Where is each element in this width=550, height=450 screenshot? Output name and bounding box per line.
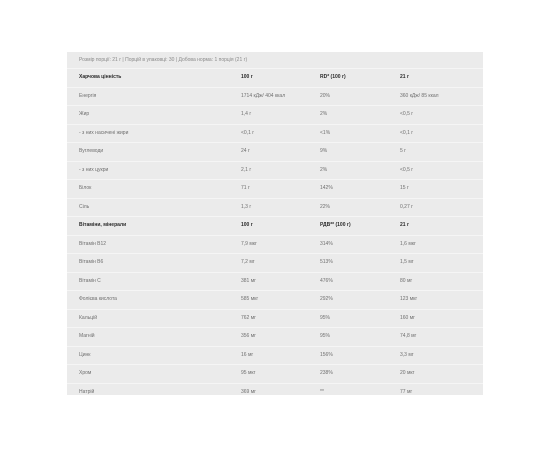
table-row [67, 383, 483, 402]
table-header-row [67, 216, 483, 235]
table-header-row [67, 68, 483, 87]
value-per-serving: 80 мг [400, 277, 413, 284]
table-row [67, 87, 483, 106]
value-per-serving: <0,1 г [400, 129, 414, 136]
nutrient-name: Цинк [79, 351, 91, 358]
nutrient-name: Енергія [79, 92, 97, 99]
nutrient-name: Жир [79, 111, 90, 117]
table-row [67, 327, 483, 346]
table-row [67, 346, 483, 365]
table-row [67, 142, 483, 161]
nutrient-name: - з них цукри [79, 166, 109, 173]
value-per-serving: 160 мг [400, 314, 415, 321]
value-per-100g: 1714 кДж/ 404 ккал [241, 92, 286, 99]
nutrient-name: Сіль [79, 203, 90, 210]
value-per-100g: 381 мг [241, 277, 256, 284]
value-per-serving: 77 мг [400, 388, 413, 395]
value-per-100g: 369 мг [241, 388, 256, 395]
value-per-serving: 0,27 г [400, 203, 413, 210]
value-per-100g: <0,1 г [241, 129, 255, 136]
value-per-100g: 1,3 г [241, 203, 252, 210]
nutrition-panel [67, 52, 483, 395]
daily-value-percent: 22% [320, 203, 331, 210]
value-per-serving: 1,5 мг [400, 259, 414, 265]
table-row [67, 364, 483, 383]
value-per-serving: 20 мкг [400, 370, 415, 376]
value-per-serving: 360 кДж/ 85 ккал [400, 92, 439, 99]
value-per-100g: 356 мг [241, 333, 256, 339]
table-row [67, 309, 483, 328]
nutrient-name: Кальцій [79, 314, 97, 321]
daily-value-percent: 156% [320, 351, 333, 358]
nutrient-name: Фолієва кислота [79, 296, 117, 302]
value-per-serving: <0,5 г [400, 166, 414, 173]
daily-value-percent: RD* (100 г) [320, 74, 346, 80]
table-row [67, 124, 483, 143]
daily-value-percent: 314% [320, 240, 333, 247]
daily-value-percent: 95% [320, 314, 331, 321]
value-per-100g: 1,4 г [241, 111, 252, 117]
daily-value-percent: 476% [320, 277, 333, 284]
value-per-serving: 123 мкг [400, 296, 418, 302]
table-row [67, 253, 483, 272]
value-per-serving: 3,3 мг [400, 351, 414, 358]
value-per-serving: 74,8 мг [400, 333, 417, 339]
value-per-serving: 15 г [400, 185, 409, 191]
value-per-100g: 71 г [241, 185, 250, 191]
value-per-100g: 100 г [241, 74, 253, 80]
table-row [67, 272, 483, 291]
daily-value-percent: 9% [320, 148, 328, 154]
value-per-serving: <0,5 г [400, 111, 414, 117]
daily-value-percent: 2% [320, 166, 328, 173]
value-per-100g: 762 мг [241, 314, 256, 321]
value-per-serving: 5 г [400, 148, 406, 154]
value-per-100g: 95 мкг [241, 370, 256, 376]
daily-value-percent: 292% [320, 296, 333, 302]
table-row [67, 105, 483, 124]
daily-value-percent: РДВ** (100 г) [320, 222, 351, 228]
nutrient-name: Вуглеводи [79, 148, 104, 154]
value-per-100g: 585 мкг [241, 296, 259, 302]
value-per-100g: 100 г [241, 222, 253, 228]
daily-value-percent: <1% [320, 129, 331, 136]
nutrient-name: Вітамін С [79, 277, 101, 284]
value-per-100g: 7,2 мг [241, 259, 255, 265]
daily-value-percent: 20% [320, 92, 331, 99]
nutrient-name: Вітаміни, мінерали [79, 222, 127, 228]
daily-value-percent: 238% [320, 370, 333, 376]
daily-value-percent: 95% [320, 333, 331, 339]
serving-info: Розмір порції: 21 г | Порцій в упаковці: 30 | Добова норма: 1 порція (21 г) [79, 57, 248, 63]
table-row [67, 161, 483, 180]
nutrient-name: Білок [79, 185, 92, 191]
nutrient-name: Харчова цінність [79, 74, 122, 80]
value-per-100g: 24 г [241, 148, 250, 154]
table-row [67, 179, 483, 198]
nutrient-name: - з них насичені жири [79, 129, 129, 136]
value-per-serving: 21 г [400, 222, 410, 228]
value-per-100g: 2,1 г [241, 166, 252, 173]
nutrition-table [67, 68, 483, 401]
daily-value-percent: 513% [320, 259, 333, 265]
nutrient-name: Вітамін В12 [79, 240, 107, 247]
table-row [67, 235, 483, 254]
value-per-serving: 21 г [400, 74, 410, 80]
table-row [67, 290, 483, 309]
daily-value-percent: ** [320, 388, 324, 395]
daily-value-percent: 2% [320, 111, 328, 117]
nutrient-name: Магній [79, 333, 95, 339]
value-per-100g: 7,9 мкг [241, 240, 257, 247]
table-row [67, 198, 483, 217]
nutrient-name: Вітамін В6 [79, 259, 104, 265]
daily-value-percent: 142% [320, 185, 333, 191]
nutrient-name: Натрій [79, 388, 95, 395]
value-per-serving: 1,6 мкг [400, 240, 416, 247]
value-per-100g: 16 мг [241, 351, 254, 358]
nutrient-name: Хром [79, 370, 92, 376]
